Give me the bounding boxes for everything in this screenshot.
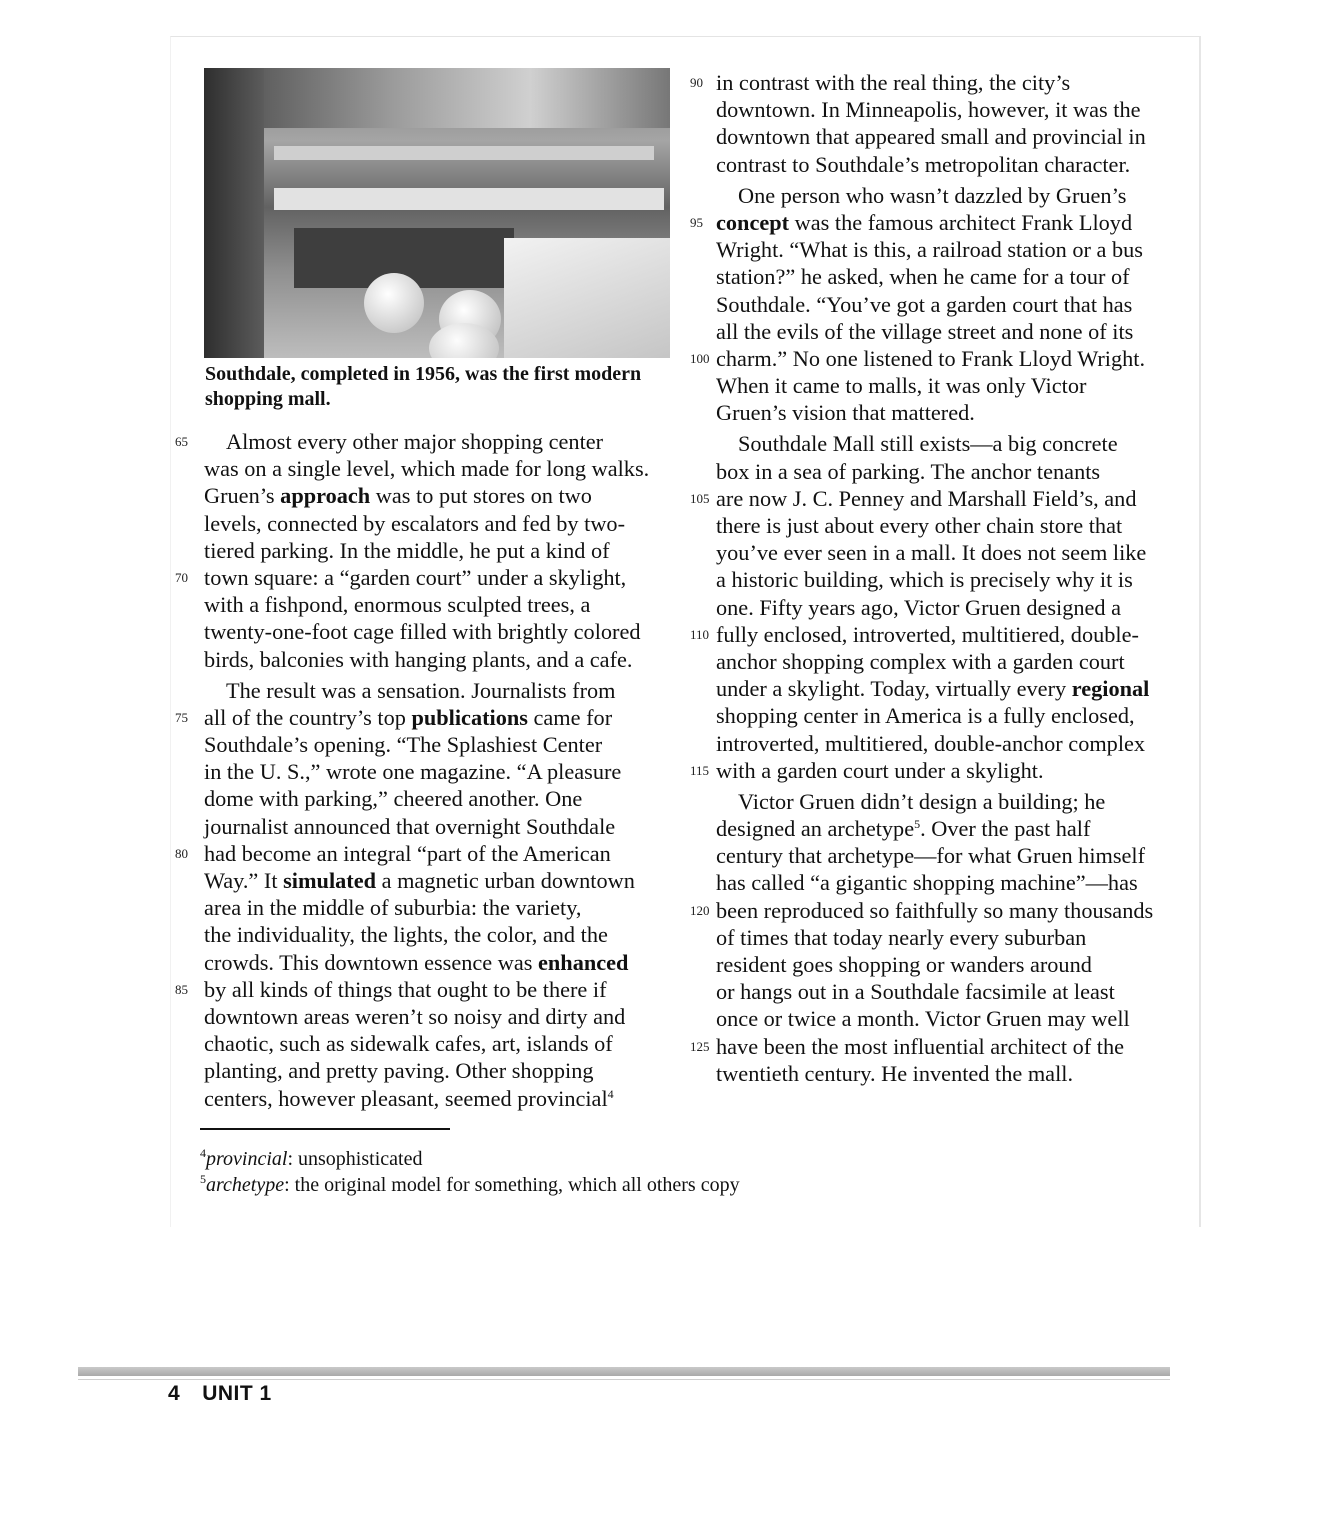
text-line: [716, 648, 1186, 675]
text-run: When it came to malls, it was only Victor: [716, 373, 1087, 399]
vocab-word: publications: [411, 704, 528, 730]
text-run: by all kinds of things that ought to be there if: [204, 976, 607, 1002]
text-run: was on a single level, which made for long walks.: [204, 456, 650, 482]
text-run: One person who wasn’t dazzled by Gruen’s: [738, 182, 1127, 208]
text-line: [716, 788, 1186, 815]
text-run: chaotic, such as sidewalk cafes, art, islands of: [204, 1031, 613, 1057]
footnote-ref: 4: [607, 1086, 614, 1101]
text-run: have been the most influential architect of the: [716, 1033, 1124, 1059]
text-run: Victor Gruen didn’t design a building; he: [738, 788, 1106, 814]
vocab-word: approach: [280, 483, 371, 509]
line-number: 120: [690, 902, 710, 918]
text-line: [204, 867, 674, 894]
photo-caption: Southdale, completed in 1956, was the first modern shopping mall.: [205, 363, 642, 410]
text-line: [716, 869, 1186, 896]
text-run: with a fishpond, enormous sculpted trees, a: [204, 592, 591, 618]
text-run: box in a sea of parking. The anchor tenants: [716, 458, 1101, 484]
text-run: area in the middle of suburbia: the variety,: [204, 895, 582, 921]
text-line: [204, 591, 674, 618]
text-line: [716, 951, 1186, 978]
line-number: 80: [175, 845, 188, 861]
text-line: [716, 842, 1186, 869]
text-line: [716, 702, 1186, 729]
line-number: 70: [175, 569, 188, 585]
text-line: [716, 236, 1186, 263]
text-run: all of the country’s top: [204, 704, 412, 730]
footnotes: [200, 1146, 740, 1198]
text-run: Wright. “What is this, a railroad station or a bus: [716, 237, 1143, 263]
footnote-4: [200, 1146, 740, 1172]
text-run: shopping center in America is a fully enclosed,: [716, 703, 1135, 729]
text-line: [716, 1060, 1186, 1087]
text-run: with a garden court under a skylight.: [716, 757, 1044, 783]
text-line: [204, 537, 674, 564]
text-run: has called “a gigantic shopping machine”—has: [716, 870, 1138, 896]
text-line: [690, 345, 1186, 372]
text-run: planting, and pretty paving. Other shopping: [204, 1058, 594, 1084]
text-line: [716, 318, 1186, 345]
text-line: [204, 646, 674, 673]
text-run: once or twice a month. Victor Gruen may well: [716, 1006, 1130, 1032]
text-run: The result was a sensation. Journalists from: [226, 677, 616, 703]
text-line: [175, 976, 674, 1003]
line-number: 65: [175, 434, 188, 449]
text-run: downtown areas weren’t so noisy and dirty and: [204, 1003, 626, 1029]
text-run: downtown that appeared small and provincial in: [716, 124, 1146, 150]
footnote-definition: : the original model for something, which all others copy: [284, 1174, 740, 1196]
text-line: [716, 123, 1186, 150]
text-run: town square: a “garden court” under a skylight,: [204, 564, 627, 590]
footnote-5: [200, 1172, 740, 1198]
text-line: [716, 978, 1186, 1005]
text-line: [690, 69, 1186, 96]
footer-bar: [78, 1367, 1170, 1376]
text-run: one. Fifty years ago, Victor Gruen designed a: [716, 594, 1122, 620]
text-line: [204, 949, 674, 976]
text-run: are now J. C. Penney and Marshall Field’s, and: [716, 485, 1137, 511]
text-run: designed an archetype: [716, 816, 915, 842]
text-run: Southdale Mall still exists—a big concrete: [738, 431, 1118, 457]
text-line: [204, 758, 674, 785]
text-line: [716, 291, 1186, 318]
text-run: Gruen’s vision that mattered.: [716, 400, 975, 426]
text-run: Almost every other major shopping center: [226, 429, 604, 454]
footnote-term: archetype: [206, 1174, 285, 1196]
text-run: or hangs out in a Southdale facsimile at least: [716, 979, 1115, 1005]
line-number: 105: [690, 490, 710, 506]
text-line: [716, 372, 1186, 399]
text-line: [716, 675, 1186, 702]
text-line: [204, 677, 674, 704]
page-number: 4: [168, 1382, 181, 1405]
line-number: 85: [175, 981, 188, 997]
text-run: a magnetic urban downtown: [376, 868, 635, 893]
footnote-term: provincial: [206, 1148, 288, 1170]
text-run: downtown. In Minneapolis, however, it was the: [716, 97, 1141, 123]
text-line: [204, 1085, 674, 1112]
text-run: birds, balconies with hanging plants, and a cafe.: [204, 646, 633, 672]
text-line: [204, 785, 674, 812]
text-run: in the U. S.,” wrote one magazine. “A pleasure: [204, 759, 622, 785]
text-line: [204, 813, 674, 840]
text-line: [204, 1003, 674, 1030]
text-line: [204, 510, 674, 537]
text-run: a historic building, which is precisely why it is: [716, 567, 1133, 593]
footnote-ref: 5: [914, 817, 921, 832]
text-run: of times that today nearly every suburban: [716, 924, 1087, 950]
text-run: Gruen’s: [204, 483, 281, 509]
text-line: [716, 151, 1186, 178]
text-run: Southdale. “You’ve got a garden court that has: [716, 291, 1133, 317]
footnote-rule: [200, 1128, 450, 1130]
text-line: [690, 621, 1186, 648]
unit-label: UNIT 1: [202, 1382, 272, 1405]
text-line: [716, 539, 1186, 566]
footnote-definition: : unsophisticated: [287, 1148, 423, 1170]
line-number: 110: [690, 626, 710, 642]
text-line: [175, 428, 674, 455]
text-line: [175, 564, 674, 591]
text-line: [690, 1033, 1186, 1060]
text-line: [175, 704, 674, 731]
text-run: twentieth century. He invented the mall.: [716, 1060, 1074, 1086]
vocab-word: concept: [716, 209, 790, 235]
text-line: [690, 757, 1186, 784]
text-line: [716, 594, 1186, 621]
text-run: anchor shopping complex with a garden court: [716, 648, 1125, 674]
text-line: [690, 897, 1186, 924]
footer-line: [78, 1379, 1170, 1380]
text-run: was to put stores on two: [370, 483, 592, 509]
text-line: [716, 430, 1186, 457]
text-run: under a skylight. Today, virtually every: [716, 676, 1072, 702]
line-number: 90: [690, 75, 703, 90]
text-run: journalist announced that overnight Southdale: [204, 813, 616, 839]
text-run: twenty-one-foot cage filled with brightly colored: [204, 619, 641, 645]
left-column: [175, 428, 674, 1112]
text-run: introverted, multitiered, double-anchor complex: [716, 730, 1146, 756]
right-column: [690, 69, 1186, 1087]
mall-photo: [204, 68, 670, 358]
text-run: was the famous architect Frank Lloyd: [789, 209, 1133, 235]
line-number: 100: [690, 350, 710, 366]
text-line: [204, 894, 674, 921]
text-run: you’ve ever seen in a mall. It does not seem like: [716, 540, 1147, 566]
text-run: fully enclosed, introverted, multitiered, double-: [716, 621, 1139, 647]
text-line: [716, 815, 1186, 842]
text-run: had become an integral “part of the American: [204, 840, 611, 866]
text-run: in contrast with the real thing, the city’s: [716, 70, 1071, 95]
text-run: centers, however pleasant, seemed provincial: [204, 1085, 608, 1111]
vocab-word: regional: [1071, 676, 1150, 702]
text-run: century that archetype—for what Gruen himself: [716, 843, 1146, 869]
text-run: crowds. This downtown essence was: [204, 949, 538, 975]
line-number: 75: [175, 709, 188, 725]
text-line: [204, 1030, 674, 1057]
text-line: [204, 482, 674, 509]
text-run: there is just about every other chain store that: [716, 513, 1123, 538]
text-run: the individuality, the lights, the color, and the: [204, 922, 608, 948]
text-line: [716, 566, 1186, 593]
text-line: [204, 455, 674, 482]
text-run: levels, connected by escalators and fed by two-: [204, 510, 626, 536]
text-line: [716, 182, 1186, 209]
text-run: charm.” No one listened to Frank Lloyd Wright.: [716, 345, 1146, 371]
text-run: . Over the past half: [920, 816, 1091, 842]
text-run: been reproduced so faithfully so many thousands: [716, 897, 1154, 923]
text-line: [716, 263, 1186, 290]
text-line: [204, 1057, 674, 1084]
text-run: Southdale’s opening. “The Splashiest Center: [204, 732, 603, 758]
text-run: all the evils of the village street and none of its: [716, 318, 1134, 344]
line-number: 95: [690, 214, 703, 230]
text-line: [716, 512, 1186, 539]
text-line: [716, 458, 1186, 485]
text-run: contrast to Southdale’s metropolitan character.: [716, 151, 1131, 177]
vocab-word: simulated: [283, 868, 377, 893]
line-number: 125: [690, 1038, 710, 1054]
vocab-word: enhanced: [538, 949, 629, 975]
text-line: [716, 399, 1186, 426]
text-line: [204, 731, 674, 758]
text-line: [175, 840, 674, 867]
text-line: [204, 618, 674, 645]
text-run: station?” he asked, when he came for a tour of: [716, 264, 1130, 290]
text-run: Way.” It: [204, 868, 284, 893]
footnote-mark: 4: [200, 1146, 206, 1160]
text-line: [716, 730, 1186, 757]
text-line: [716, 1005, 1186, 1032]
text-run: came for: [527, 704, 613, 730]
line-number: 115: [690, 762, 710, 778]
text-run: resident goes shopping or wanders around: [716, 952, 1092, 977]
text-line: [716, 924, 1186, 951]
footnote-mark: 5: [200, 1172, 206, 1186]
text-line: [690, 485, 1186, 512]
text-run: dome with parking,” cheered another. One: [204, 786, 583, 812]
text-line: [204, 921, 674, 948]
text-line: [690, 209, 1186, 236]
text-run: tiered parking. In the middle, he put a kind of: [204, 537, 610, 563]
page-footer: [168, 1382, 272, 1406]
text-line: [716, 96, 1186, 123]
